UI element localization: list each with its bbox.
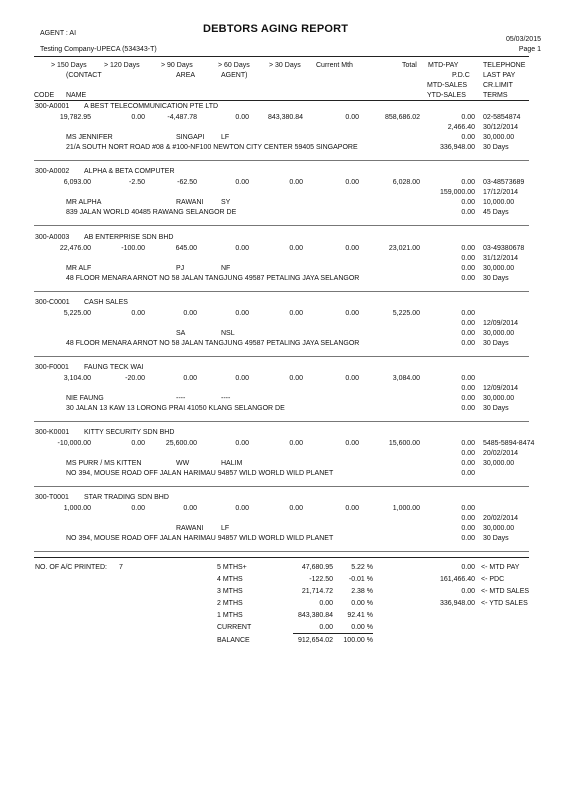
- debtor-code: 300-F0001: [35, 364, 69, 371]
- debtor-name: FAUNG TECK WAI: [84, 364, 144, 371]
- col-current-mth: Current Mth: [316, 62, 353, 69]
- sales-summary-label: <- MTD PAY: [481, 564, 520, 571]
- last-pay-date: 20/02/2014: [483, 515, 519, 522]
- agent-code: LF: [221, 134, 230, 141]
- col-total: Total: [402, 62, 417, 69]
- debtor-name: CASH SALES: [84, 299, 128, 306]
- aging-bucket-amount: 21,714.72: [301, 588, 333, 595]
- debtor-address: 48 FLOOR MENARA ARNOT NO 58 JALAN TANGJUNG 49587 PETALING JAYA SELANGOR: [66, 340, 360, 347]
- ytd-sales: 0.00: [461, 535, 475, 542]
- credit-terms: 30 Days: [483, 144, 509, 151]
- contact-person: MS JENNIFER: [66, 134, 113, 141]
- aging-bucket-amount: 0.00: [319, 624, 333, 631]
- amount-current: 0.00: [345, 310, 359, 317]
- balance-percent: 100.00 %: [343, 637, 373, 644]
- agent-code: ----: [221, 395, 231, 402]
- amount-150-days: 19,782.95: [59, 114, 91, 121]
- amount-60-days: 0.00: [235, 245, 249, 252]
- debtor-name: STAR TRADING SDN BHD: [84, 494, 169, 501]
- aging-bucket-amount: 843,380.84: [297, 612, 333, 619]
- amount-total: 6,028.00: [392, 179, 420, 186]
- debtor-code: 300-T0001: [35, 494, 69, 501]
- amount-150-days: 5,225.00: [63, 310, 91, 317]
- pdc-amount: 0.00: [461, 320, 475, 327]
- mtd-pay: 0.00: [461, 505, 475, 512]
- sales-summary-label: <- PDC: [481, 576, 505, 583]
- debtor-address: 48 FLOOR MENARA ARNOT NO 58 JALAN TANGJUNG 49587 PETALING JAYA SELANGOR: [66, 275, 360, 282]
- last-pay-date: 20/02/2014: [483, 450, 519, 457]
- col-contact: (CONTACT: [66, 72, 102, 79]
- pdc-amount: 0.00: [461, 515, 475, 522]
- sales-summary-amount: 0.00: [461, 564, 475, 571]
- col-cr-limit: CR.LIMIT: [483, 82, 513, 89]
- col-terms: TERMS: [483, 92, 508, 99]
- aging-bucket-percent: 5.22 %: [351, 564, 373, 571]
- amount-total: 15,600.00: [388, 440, 420, 447]
- ytd-sales: 0.00: [461, 470, 475, 477]
- summary-top-rule: [34, 557, 529, 558]
- credit-limit: 30,000.00: [483, 395, 515, 402]
- ytd-sales: 336,948.00: [439, 144, 475, 151]
- aging-bucket-amount: 0.00: [319, 600, 333, 607]
- aging-bucket-amount: 47,680.95: [301, 564, 333, 571]
- aging-bucket-amount: -122.50: [309, 576, 333, 583]
- last-pay-date: 30/12/2014: [483, 124, 519, 131]
- mtd-sales: 0.00: [461, 330, 475, 337]
- amount-120-days: 0.00: [131, 310, 145, 317]
- agent-code: LF: [221, 525, 230, 532]
- aging-bucket-percent: 0.00 %: [351, 624, 373, 631]
- debtor-address: NO 394, MOUSE ROAD OFF JALAN HARIMAU 94857 WILD WORLD WILD PLANET: [66, 470, 334, 477]
- amount-60-days: 0.00: [235, 375, 249, 382]
- sales-summary-amount: 336,948.00: [439, 600, 475, 607]
- agent-code: NSL: [221, 330, 235, 337]
- report-title: DEBTORS AGING REPORT: [203, 23, 349, 35]
- mtd-pay: 0.00: [461, 310, 475, 317]
- mtd-pay: 0.00: [461, 440, 475, 447]
- area-code: RAWANI: [176, 525, 204, 532]
- amount-150-days: 3,104.00: [63, 375, 91, 382]
- ytd-sales: 0.00: [461, 405, 475, 412]
- mtd-pay: 0.00: [461, 179, 475, 186]
- col-name: NAME: [66, 92, 87, 99]
- debtor-divider: [34, 225, 529, 226]
- amount-90-days: 25,600.00: [165, 440, 197, 447]
- col-agent: AGENT): [221, 72, 248, 79]
- credit-terms: 30 Days: [483, 275, 509, 282]
- pdc-amount: 0.00: [461, 255, 475, 262]
- area-code: ----: [176, 395, 186, 402]
- agent-label: AGENT : AI: [40, 30, 77, 37]
- sales-summary-amount: 0.00: [461, 588, 475, 595]
- debtor-address: 30 JALAN 13 KAW 13 LORONG PRAI 41050 KLANG SELANGOR DE: [66, 405, 285, 412]
- col-60-days: > 60 Days: [218, 62, 250, 69]
- mtd-sales: 0.00: [461, 134, 475, 141]
- mtd-sales: 0.00: [461, 460, 475, 467]
- pdc-amount: 2,466.40: [447, 124, 475, 131]
- contact-person: NIE FAUNG: [66, 395, 104, 402]
- company-name: Testing Company-UPECA (534343-T): [40, 46, 157, 53]
- amount-120-days: -20.00: [125, 375, 145, 382]
- amount-150-days: 1,000.00: [63, 505, 91, 512]
- col-code: CODE: [34, 92, 55, 99]
- debtor-code: 300-A0002: [35, 168, 70, 175]
- col-pdc: P.D.C: [452, 72, 470, 79]
- balance-label: BALANCE: [217, 637, 250, 644]
- agent-code: HALIM: [221, 460, 243, 467]
- last-pay-date: 31/12/2014: [483, 255, 519, 262]
- amount-current: 0.00: [345, 505, 359, 512]
- sales-summary-label: <- MTD SALES: [481, 588, 530, 595]
- header-top-rule: [34, 56, 529, 57]
- amount-90-days: 0.00: [183, 310, 197, 317]
- sales-summary-label: <- YTD SALES: [481, 600, 528, 607]
- aging-bucket-percent: -0.01 %: [348, 576, 373, 583]
- amount-120-days: -100.00: [121, 245, 145, 252]
- col-30-days: > 30 Days: [269, 62, 301, 69]
- debtor-name: KITTY SECURITY SDN BHD: [84, 429, 175, 436]
- debtor-address: NO 394, MOUSE ROAD OFF JALAN HARIMAU 94857 WILD WORLD WILD PLANET: [66, 535, 334, 542]
- area-code: WW: [176, 460, 190, 467]
- debtor-divider: [34, 421, 529, 422]
- mtd-sales: 0.00: [461, 265, 475, 272]
- balance-rule: [293, 633, 373, 634]
- agent-code: SY: [221, 199, 231, 206]
- debtor-code: 300-A0003: [35, 234, 70, 241]
- accounts-printed-label: NO. OF A/C PRINTED:: [35, 564, 107, 571]
- col-mtd-pay: MTD-PAY: [428, 62, 459, 69]
- report-date: 05/03/2015: [505, 36, 541, 43]
- amount-150-days: -10,000.00: [57, 440, 91, 447]
- col-90-days: > 90 Days: [161, 62, 193, 69]
- amount-total: 3,084.00: [392, 375, 420, 382]
- amount-120-days: 0.00: [131, 505, 145, 512]
- amount-90-days: -62.50: [177, 179, 197, 186]
- credit-terms: 30 Days: [483, 535, 509, 542]
- area-code: RAWANI: [176, 199, 204, 206]
- ytd-sales: 0.00: [461, 340, 475, 347]
- page-number: Page 1: [518, 46, 541, 53]
- credit-terms: 45 Days: [483, 209, 509, 216]
- amount-total: 858,686.02: [384, 114, 420, 121]
- ytd-sales: 0.00: [461, 209, 475, 216]
- amount-current: 0.00: [345, 245, 359, 252]
- amount-current: 0.00: [345, 179, 359, 186]
- telephone: 5485-5894-8474: [483, 440, 535, 447]
- ytd-sales: 0.00: [461, 275, 475, 282]
- credit-limit: 30,000.00: [483, 460, 515, 467]
- debtor-divider: [34, 356, 529, 357]
- last-pay-date: 17/12/2014: [483, 189, 519, 196]
- area-code: SINGAPI: [176, 134, 205, 141]
- aging-bucket-percent: 92.41 %: [347, 612, 373, 619]
- amount-total: 23,021.00: [388, 245, 420, 252]
- credit-limit: 30,000.00: [483, 525, 515, 532]
- last-pay-date: 12/09/2014: [483, 385, 519, 392]
- debtor-code: 300-K0001: [35, 429, 70, 436]
- debtor-code: 300-A0001: [35, 103, 70, 110]
- amount-30-days: 0.00: [289, 375, 303, 382]
- agent-code: NF: [221, 265, 231, 272]
- amount-60-days: 0.00: [235, 310, 249, 317]
- credit-limit: 30,000.00: [483, 330, 515, 337]
- balance-amount: 912,654.02: [297, 637, 333, 644]
- debtor-name: AB ENTERPRISE SDN BHD: [84, 234, 174, 241]
- amount-30-days: 0.00: [289, 505, 303, 512]
- telephone: 02-5854874: [483, 114, 521, 121]
- debtor-address: 21/A SOUTH NORT ROAD #08 & #100-NF100 NEWTON CITY CENTER 59405 SINGAPORE: [66, 144, 358, 151]
- amount-150-days: 22,476.00: [59, 245, 91, 252]
- credit-limit: 30,000.00: [483, 134, 515, 141]
- aging-bucket-label: 3 MTHS: [217, 588, 243, 595]
- amount-30-days: 0.00: [289, 179, 303, 186]
- aging-bucket-label: 5 MTHS+: [217, 564, 247, 571]
- header-bottom-rule: [34, 100, 529, 101]
- aging-bucket-label: CURRENT: [217, 624, 252, 631]
- col-ytd-sales: YTD-SALES: [427, 92, 466, 99]
- amount-30-days: 0.00: [289, 310, 303, 317]
- aging-bucket-label: 1 MTHS: [217, 612, 243, 619]
- col-150-days: > 150 Days: [51, 62, 87, 69]
- debtor-address: 839 JALAN WORLD 40485 RAWANG SELANGOR DE: [66, 209, 237, 216]
- debtor-divider: [34, 486, 529, 487]
- amount-total: 1,000.00: [392, 505, 420, 512]
- pdc-amount: 159,000.00: [439, 189, 475, 196]
- col-mtd-sales: MTD-SALES: [427, 82, 468, 89]
- area-code: PJ: [176, 265, 185, 272]
- contact-person: MR ALPHA: [66, 199, 102, 206]
- amount-current: 0.00: [345, 375, 359, 382]
- debtor-divider: [34, 160, 529, 161]
- mtd-sales: 0.00: [461, 395, 475, 402]
- amount-current: 0.00: [345, 440, 359, 447]
- amount-150-days: 6,093.00: [63, 179, 91, 186]
- mtd-sales: 0.00: [461, 525, 475, 532]
- mtd-sales: 0.00: [461, 199, 475, 206]
- aging-bucket-percent: 2.38 %: [351, 588, 373, 595]
- sales-summary-amount: 161,466.40: [439, 576, 475, 583]
- telephone: 03-49380678: [483, 245, 525, 252]
- amount-30-days: 843,380.84: [267, 114, 303, 121]
- amount-60-days: 0.00: [235, 114, 249, 121]
- mtd-pay: 0.00: [461, 375, 475, 382]
- debtor-divider: [34, 291, 529, 292]
- col-120-days: > 120 Days: [104, 62, 140, 69]
- debtor-code: 300-C0001: [35, 299, 70, 306]
- amount-90-days: 645.00: [175, 245, 197, 252]
- col-last-pay: LAST PAY: [483, 72, 516, 79]
- amount-30-days: 0.00: [289, 440, 303, 447]
- amount-120-days: 0.00: [131, 440, 145, 447]
- last-pay-date: 12/09/2014: [483, 320, 519, 327]
- pdc-amount: 0.00: [461, 385, 475, 392]
- amount-total: 5,225.00: [392, 310, 420, 317]
- debtor-divider: [34, 551, 529, 552]
- pdc-amount: 0.00: [461, 450, 475, 457]
- credit-limit: 10,000.00: [483, 199, 515, 206]
- debtor-name: A BEST TELECOMMUNICATION PTE LTD: [84, 103, 219, 110]
- debtor-name: ALPHA & BETA COMPUTER: [84, 168, 175, 175]
- amount-90-days: -4,487.78: [167, 114, 197, 121]
- mtd-pay: 0.00: [461, 114, 475, 121]
- aging-bucket-label: 2 MTHS: [217, 600, 243, 607]
- amount-60-days: 0.00: [235, 440, 249, 447]
- credit-limit: 30,000.00: [483, 265, 515, 272]
- amount-60-days: 0.00: [235, 505, 249, 512]
- col-telephone: TELEPHONE: [483, 62, 526, 69]
- accounts-printed-count: 7: [119, 564, 123, 571]
- aging-bucket-label: 4 MTHS: [217, 576, 243, 583]
- credit-terms: 30 Days: [483, 405, 509, 412]
- amount-30-days: 0.00: [289, 245, 303, 252]
- amount-120-days: 0.00: [131, 114, 145, 121]
- contact-person: MR ALF: [66, 265, 92, 272]
- area-code: SA: [176, 330, 186, 337]
- telephone: 03-48573689: [483, 179, 525, 186]
- amount-current: 0.00: [345, 114, 359, 121]
- amount-120-days: -2.50: [129, 179, 145, 186]
- amount-90-days: 0.00: [183, 375, 197, 382]
- credit-terms: 30 Days: [483, 340, 509, 347]
- amount-90-days: 0.00: [183, 505, 197, 512]
- contact-person: MS PURR / MS KITTEN: [66, 460, 142, 467]
- aging-bucket-percent: 0.00 %: [351, 600, 373, 607]
- mtd-pay: 0.00: [461, 245, 475, 252]
- amount-60-days: 0.00: [235, 179, 249, 186]
- col-area: AREA: [176, 72, 196, 79]
